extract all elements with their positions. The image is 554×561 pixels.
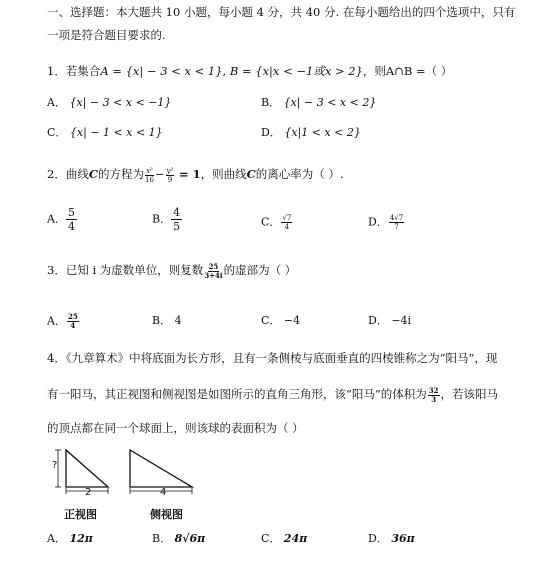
q1-option-b[interactable]: B． {x| − 3 < x < 2} bbox=[261, 96, 377, 109]
q4-three-view-figure bbox=[50, 445, 200, 505]
q2-fraction-x: $\frac{\text{x²}}{16}$ bbox=[144, 166, 154, 184]
front-view-label: 正视图 bbox=[64, 508, 97, 521]
side-view-base-label: 4 bbox=[160, 487, 167, 498]
q4-volume-fraction: $\frac{32}{3}$ bbox=[428, 385, 439, 404]
front-view-height-mark: ? bbox=[52, 460, 58, 471]
q2-stem: 2．曲线C的方程为 $\frac{\text{x²}}{16}$ − $\frac{\text{y²}}{9}$ = 1，则曲线C的离心率为（ ）. bbox=[47, 166, 344, 184]
q3-stem: 3．已知 i 为虚数单位，则复数 $\frac{25}{3+4i}$ 的虚部为（ ） bbox=[47, 261, 297, 280]
q4-stem-line1: 4．《九章算术》中将底面为长方形，且有一条侧棱与底面垂直的四棱锥称之为“阳马”，现 bbox=[47, 351, 498, 365]
q1-option-d[interactable]: D． {x|1 < x < 2} bbox=[261, 126, 361, 139]
q4-option-a[interactable]: A． 12π bbox=[47, 532, 93, 545]
q3-option-b[interactable]: B． 4 bbox=[152, 314, 182, 327]
q4-option-b[interactable]: B． 8√6π bbox=[152, 532, 206, 545]
q3-option-a[interactable]: A． $\frac{25}{4}$ bbox=[47, 312, 78, 330]
q1-option-c[interactable]: C． {x| − 1 < x < 1} bbox=[47, 126, 163, 139]
q3-option-d[interactable]: D． −4i bbox=[368, 314, 412, 327]
front-view-base-label: 2 bbox=[85, 487, 92, 498]
q4-option-c[interactable]: C． 24π bbox=[261, 532, 308, 545]
q1-option-a[interactable]: A． {x| − 3 < x < −1} bbox=[47, 96, 172, 109]
q3-option-c[interactable]: C． −4 bbox=[261, 314, 301, 327]
q1-stem: 1．若集合A = {x| − 3 < x < 1}, B = {x|x < −1或x > 2}，则A∩B =（ ） bbox=[47, 64, 453, 78]
side-view-label: 侧视图 bbox=[150, 508, 183, 521]
section-header-line2: 一项是符合题目要求的. bbox=[47, 28, 166, 42]
section-header-line1: 一、选择题：本大题共 10 小题，每小题 4 分，共 40 分. 在每小题给出的四个选项中，只有 bbox=[47, 5, 516, 19]
q4-stem-line3: 的顶点都在同一个球面上，则该球的表面积为（ ） bbox=[47, 421, 304, 435]
q3-fraction: $\frac{25}{3+4i}$ bbox=[204, 261, 223, 280]
q2-option-c[interactable]: C． $\frac{√7}{4}$ bbox=[261, 214, 292, 231]
q2-option-a[interactable]: A． $\frac{5}{4}$ bbox=[47, 206, 75, 233]
q4-option-d[interactable]: D． 36π bbox=[368, 532, 415, 545]
front-view-triangle bbox=[55, 450, 108, 494]
q2-fraction-y: $\frac{\text{y²}}{9}$ bbox=[166, 166, 174, 184]
q4-stem-line2: 有一阳马，其正视图和侧视图是如图所示的直角三角形，该“阳马”的体积为 $\frac{32}{3}$ ，若该阳马 bbox=[47, 385, 499, 404]
q2-option-b[interactable]: B． $\frac{4}{5}$ bbox=[152, 206, 181, 233]
q2-option-d[interactable]: D． $\frac{4√7}{7}$ bbox=[368, 214, 404, 231]
